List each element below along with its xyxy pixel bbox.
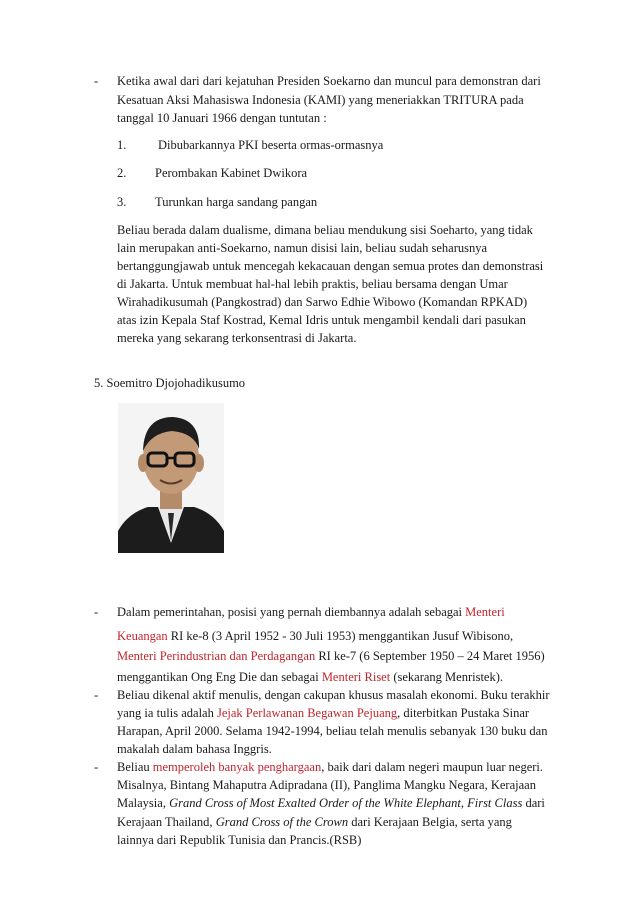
text-segment: RI ke-7 (6 September 1950 – 24 Maret 1956) — [315, 649, 545, 663]
text-segment: RI ke-8 (3 April 1952 - 30 Juli 1953) menggantikan Jusuf Wibisono, — [167, 629, 514, 643]
bullet-line — [117, 796, 545, 811]
text-segment: menggantikan Ong Eng Die dan sebagai — [117, 670, 322, 684]
bullet-dash: - — [94, 760, 99, 774]
text-segment: , diterbitkan Pustaka Sinar — [397, 706, 530, 720]
text-segment: lainnya dari Republik Tunisia dan Prancis.(RSB) — [117, 833, 362, 847]
bullet-line — [117, 688, 550, 703]
text-segment: makalah dalam bahasa Inggris. — [117, 742, 272, 756]
text-segment: yang ia tulis adalah — [117, 706, 217, 720]
highlighted-link-text: Menteri Perindustrian dan Perdagangan — [117, 649, 316, 663]
text-segment: Kerajaan Thailand, — [117, 815, 216, 829]
text-segment: dari — [522, 796, 545, 810]
text-segment: Malaysia, — [117, 796, 170, 810]
bullet-line — [117, 605, 505, 620]
paragraph-line: lain merupakan anti-Soekarno, namun disisi lain, beliau sudah seharusnya — [117, 241, 488, 255]
section-heading: 5. Soemitro Djojohadikusumo — [94, 376, 246, 390]
paragraph-line: Beliau berada dalam dualisme, dimana beliau mendukung sisi Soeharto, yang tidak — [117, 223, 533, 237]
bullet-line — [117, 629, 513, 644]
paragraph-line: di Jakarta. Untuk membuat hal-hal lebih praktis, beliau bersama dengan Umar — [117, 277, 508, 291]
text-segment: , baik dari dalam negeri maupun luar negeri. — [321, 760, 544, 774]
bullet-line — [117, 778, 536, 793]
text-segment: Beliau — [117, 760, 153, 774]
highlighted-link-text: Keuangan — [117, 629, 168, 643]
bullet-line — [117, 706, 529, 721]
bullet-line — [117, 833, 361, 848]
paragraph-line: mereka yang sekarang terkonsentrasi di Jakarta. — [117, 331, 357, 345]
text-segment: (sekarang Menristek). — [390, 670, 504, 684]
demand-number: 2. — [117, 166, 127, 180]
italic-title: Grand Cross of the Crown — [215, 815, 349, 829]
portrait-image — [118, 403, 224, 553]
paragraph-line: atas izin Kepala Staf Kostrad, Kemal Idris untuk mengambil kendali dari pasukan — [117, 313, 526, 327]
bullet-line — [117, 742, 272, 757]
bullet-line — [117, 670, 503, 685]
text-segment: , — [460, 796, 468, 810]
highlighted-link-text: memperoleh banyak penghargaan — [152, 760, 322, 774]
bullet-line — [117, 724, 547, 739]
italic-title: First Class — [467, 796, 523, 810]
bullet-dash: - — [94, 74, 99, 88]
demand-number: 3. — [117, 195, 127, 209]
paragraph-line: Wirahadikusumah (Pangkostrad) dan Sarwo Edhie Wibowo (Komandan RPKAD) — [117, 295, 528, 309]
intro-line: tanggal 10 Januari 1966 dengan tuntutan : — [117, 111, 327, 125]
italic-title: Grand Cross of Most Exalted Order of the White Elephant — [169, 796, 461, 810]
bullet-dash: - — [94, 688, 99, 702]
text-segment: dari Kerajaan Belgia, serta yang — [348, 815, 512, 829]
demand-text: Perombakan Kabinet Dwikora — [155, 166, 308, 180]
highlighted-link-text: Menteri Riset — [321, 670, 391, 684]
text-segment: Beliau dikenal aktif menulis, dengan cakupan khusus masalah ekonomi. Buku terakhir — [117, 688, 550, 702]
bullet-line — [117, 760, 543, 775]
text-segment: Misalnya, Bintang Mahaputra Adipradana (II), Panglima Mangku Negara, Kerajaan — [117, 778, 536, 792]
highlighted-link-text: Menteri — [465, 605, 505, 619]
highlighted-link-text: Jejak Perlawanan Begawan Pejuang — [216, 706, 398, 720]
demand-number: 1. — [117, 138, 127, 152]
text-segment: Dalam pemerintahan, posisi yang pernah diembannya adalah sebagai — [117, 605, 466, 619]
portrait-photo — [118, 403, 224, 553]
bullet-line — [117, 815, 512, 830]
bullet-dash: - — [94, 605, 99, 619]
intro-line: Ketika awal dari dari kejatuhan Presiden Soekarno dan muncul para demonstran dari — [117, 74, 541, 88]
text-segment: Harapan, April 2000. Selama 1942-1994, beliau telah menulis sebanyak 130 buku dan — [117, 724, 548, 738]
intro-line: Kesatuan Aksi Mahasiswa Indonesia (KAMI) yang meneriakkan TRITURA pada — [117, 93, 524, 107]
bullet-line — [117, 649, 545, 664]
demand-text: Turunkan harga sandang pangan — [155, 195, 318, 209]
paragraph-line: bertanggungjawab untuk mencegah kekacauan dengan semua protes dan demonstrasi — [117, 259, 544, 273]
demand-text: Dibubarkannya PKI beserta ormas-ormasnya — [158, 138, 384, 152]
